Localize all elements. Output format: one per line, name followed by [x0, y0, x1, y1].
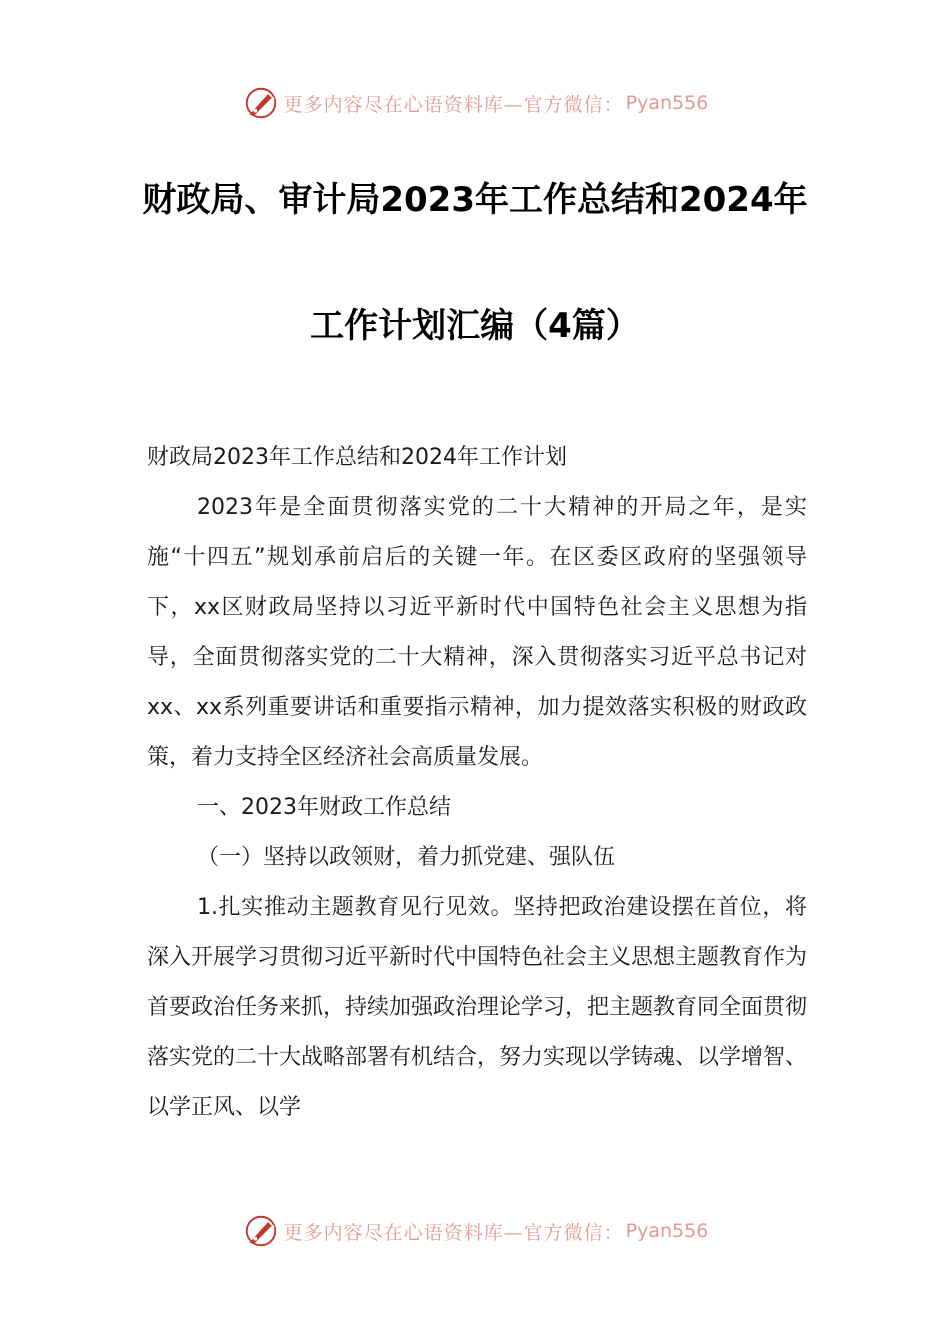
watermark-text: 更多内容尽在心语资料库—官方微信：	[283, 93, 624, 116]
watermark-wechat-id: Pyan556	[625, 1220, 709, 1242]
watermark-text: 更多内容尽在心语资料库—官方微信：	[283, 1221, 624, 1244]
section-title: 财政局2023年工作总结和2024年工作计划	[147, 445, 567, 470]
watermark-wechat-id: Pyan556	[625, 92, 709, 114]
intro-paragraph: 2023年是全面贯彻落实党的二十大精神的开局之年，是实施“十四五”规划承前启后的关键一年。在区委区政府的坚强领导下，xx区财政局坚持以习近平新时代中国特色社会主义思想为指导，全面贯彻落实党的二十大精神，深入贯彻落实习近平总书记对xx、xx系列重要讲话和重要指示精神，加力提效落实积极的财政政策，着力支持全区经济社会高质量发展。	[147, 495, 807, 770]
item-1-paragraph: 1.扎实推动主题教育见行见效。坚持把政治建设摆在首位，将深入开展学习贯彻习近平新时代中国特色社会主义思想主题教育作为首要政治任务来抓，持续加强政治理论学习，把主题教育同全面贯彻落实党的二十大战略部署有机结合，努力实现以学铸魂、以学增智、以学正风、以学	[147, 895, 808, 1120]
watermark-footer	[0, 1212, 950, 1250]
pen-nib-logo-icon	[242, 84, 280, 122]
document-title-line-2: 工作计划汇编（4篇）	[310, 306, 640, 346]
document-title-line-1: 财政局、审计局2023年工作总结和2024年	[142, 180, 808, 220]
document-body	[147, 433, 807, 1133]
pen-nib-logo-icon	[242, 1212, 280, 1250]
heading-1: 一、2023年财政工作总结	[197, 795, 451, 820]
watermark-header	[0, 84, 950, 122]
heading-1-1: （一）坚持以政领财，着力抓党建、强队伍	[197, 845, 616, 870]
